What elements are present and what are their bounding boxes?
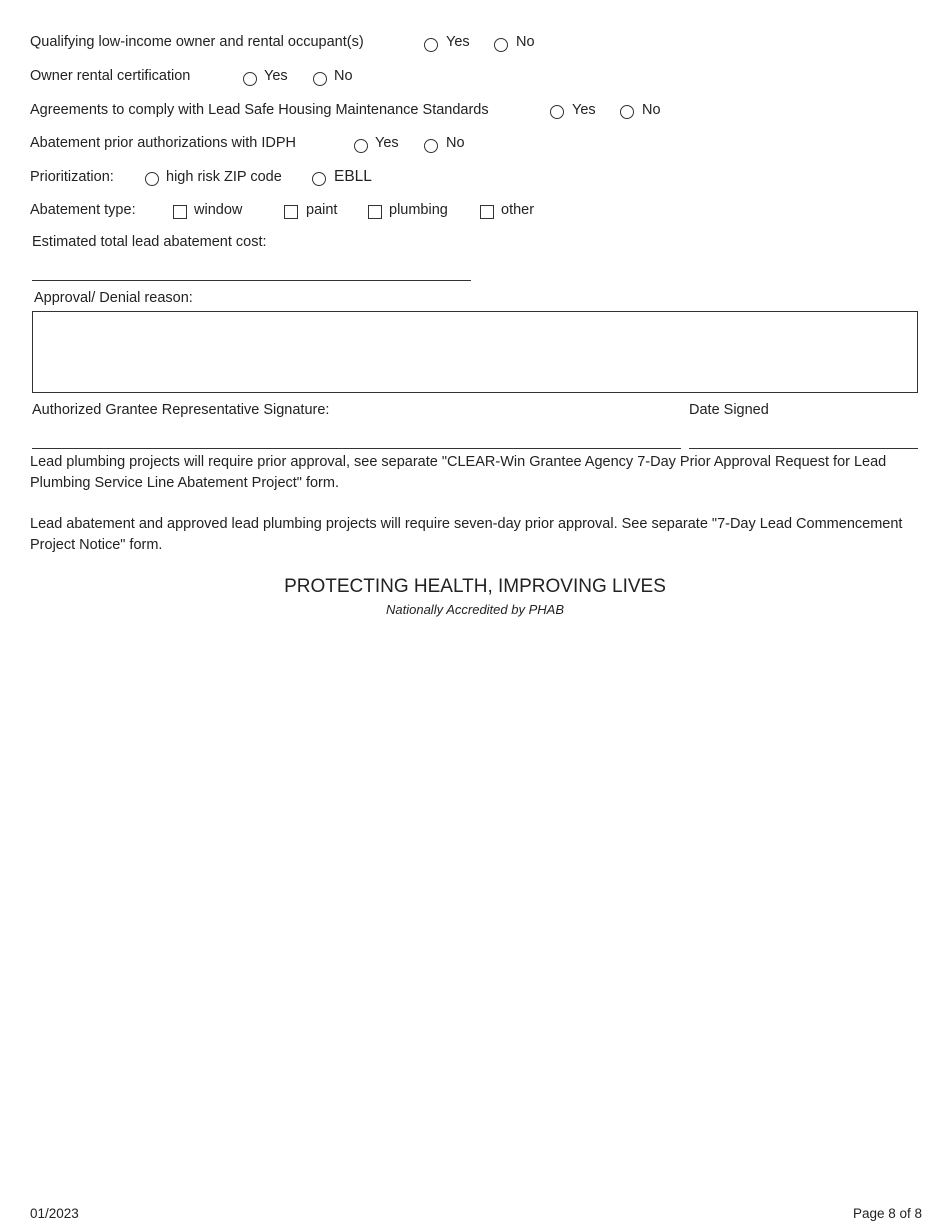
agreements-label: Agreements to comply with Lead Safe Housing Maintenance Standards: [30, 102, 489, 118]
agreements-no-label: No: [642, 102, 661, 118]
agreements-yes-label: Yes: [572, 102, 596, 118]
abatement-auth-label: Abatement prior authorizations with IDPH: [30, 135, 296, 151]
prioritization-zip-label: high risk ZIP code: [166, 169, 282, 185]
signature-label: Authorized Grantee Representative Signature:: [32, 402, 330, 418]
accreditation: Nationally Accredited by PHAB: [386, 602, 564, 617]
abatement-window-label: window: [194, 202, 243, 218]
date-signed-line[interactable]: [689, 448, 918, 449]
agreements-no-radio[interactable]: [620, 105, 634, 119]
prioritization-ebll-label: EBLL: [334, 168, 372, 185]
abatement-auth-no-label: No: [446, 135, 465, 151]
note-abatement: Lead abatement and approved lead plumbing projects will require seven-day prior approval. See separate "7-Day Lead Commencement Project Notice" form.: [30, 516, 903, 553]
abatement-plumbing-checkbox[interactable]: [368, 205, 382, 219]
abatement-auth-yes-radio[interactable]: [354, 139, 368, 153]
owner-cert-no-radio[interactable]: [313, 72, 327, 86]
signature-line[interactable]: [32, 448, 681, 449]
owner-cert-yes-label: Yes: [264, 68, 288, 84]
agreements-yes-radio[interactable]: [550, 105, 564, 119]
form-date: 01/2023: [30, 1206, 79, 1221]
prioritization-ebll-radio[interactable]: [312, 172, 326, 186]
abatement-other-checkbox[interactable]: [480, 205, 494, 219]
owner-cert-no-label: No: [334, 68, 353, 84]
owner-cert-label: Owner rental certification: [30, 68, 191, 84]
abatement-other-label: other: [501, 202, 535, 218]
qualifying-yes-radio[interactable]: [424, 38, 438, 52]
qualifying-no-label: No: [516, 34, 535, 50]
date-signed-label: Date Signed: [689, 402, 769, 418]
abatement-plumbing-label: plumbing: [389, 202, 448, 218]
prioritization-label: Prioritization:: [30, 169, 114, 185]
abatement-window-checkbox[interactable]: [173, 205, 187, 219]
prioritization-zip-radio[interactable]: [145, 172, 159, 186]
abatement-auth-no-radio[interactable]: [424, 139, 438, 153]
abatement-paint-label: paint: [306, 202, 338, 218]
estimated-cost-field[interactable]: [34, 258, 464, 278]
estimated-cost-line: [32, 280, 471, 281]
abatement-paint-checkbox[interactable]: [284, 205, 298, 219]
estimated-cost-label: Estimated total lead abatement cost:: [32, 234, 267, 250]
qualifying-label: Qualifying low-income owner and rental occupant(s): [30, 34, 364, 50]
abatement-auth-yes-label: Yes: [375, 135, 399, 151]
approval-reason-field[interactable]: [32, 311, 918, 393]
tagline: PROTECTING HEALTH, IMPROVING LIVES: [284, 576, 666, 597]
abatement-type-label: Abatement type:: [30, 202, 136, 218]
note-plumbing: Lead plumbing projects will require prior approval, see separate "CLEAR-Win Grantee Agency 7-Day Prior Approval Request for Lead Plumbing Service Line Abatement Project" form.: [30, 454, 887, 491]
approval-label: Approval/ Denial reason:: [34, 290, 193, 306]
page-number: Page 8 of 8: [852, 1206, 922, 1221]
qualifying-no-radio[interactable]: [494, 38, 508, 52]
qualifying-yes-label: Yes: [446, 34, 470, 50]
owner-cert-yes-radio[interactable]: [243, 72, 257, 86]
